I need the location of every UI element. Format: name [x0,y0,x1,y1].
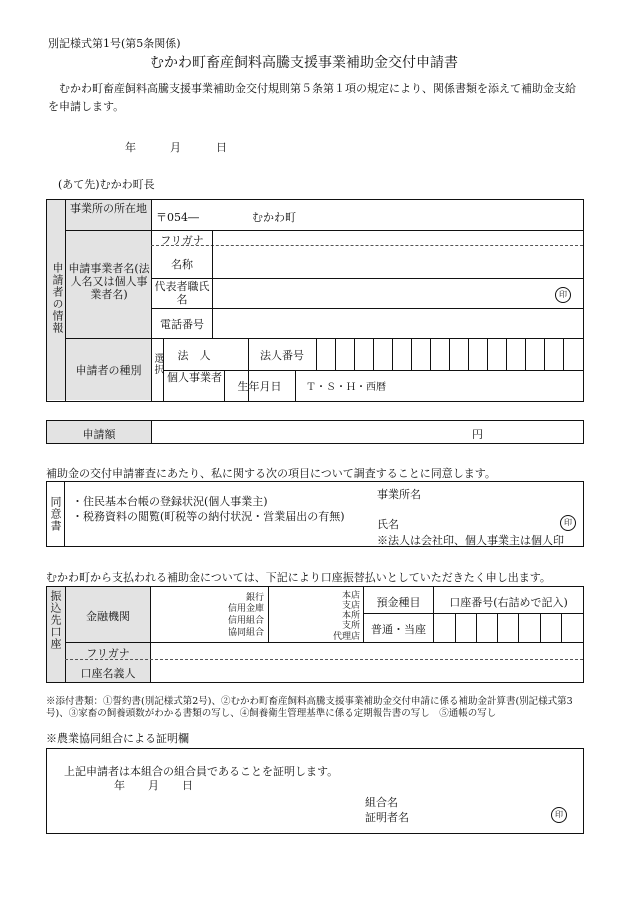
date-year: 年 [125,141,136,154]
cooperative-heading: ※農業協同組合による証明欄 [46,732,189,745]
seal-note: ※法人は会社印、個人事業主は個人印 [377,534,564,547]
birthdate-label: 生年月日 [237,380,282,393]
select-label: 選択 [152,353,163,375]
branch-type: 代理店 [332,632,360,642]
date-day: 日 [216,141,227,154]
branch-type: 支所 [341,621,360,631]
certifier-label: 証明者名 [365,811,409,824]
cooperative-statement: 上記申請者は本組合の組合員であることを証明します。 [64,765,339,778]
business-name-label: 申請事業者名(法人名又は個人事業者名) [68,262,150,301]
bank-furigana-label: フリガナ [86,647,130,660]
postal-code[interactable]: 〒054― [156,211,199,224]
bank-statement: むかわ町から支払われる補助金については、下記により口座振替払いとしていただきたく申し出ます。 [46,571,551,584]
consent-item: ・住民基本台帳の登録状況(個人事業主) [72,495,268,508]
institution-type: 信用組合 [227,616,264,626]
branch-type: 本店 [341,591,360,601]
amount-unit: 円 [472,428,483,441]
consent-item: ・税務資料の閲覧(町税等の納付状況・営業届出の有無) [72,510,345,523]
coop-date-year: 年 [114,779,125,792]
bank-section-label: 振込先口座 [49,590,62,650]
phone-label: 電話番号 [160,318,204,331]
institution-type: 信用金庫 [227,604,264,614]
office-name-label: 事業所名 [377,488,421,501]
applicant-seal-mark: 印 [555,287,571,303]
page-title: むかわ町畜産飼料高騰支援事業補助金交付申請書 [150,55,458,71]
coop-name-label: 組合名 [365,796,398,809]
consent-statement: 補助金の交付申請審査にあたり、私に関する次の項目について調査することに同意します。 [46,467,496,480]
intro-text: むかわ町畜産飼料高騰支援事業補助金交付規則第５条第１項の規定により、関係書類を添えて補助金支給を申請します。 [48,82,576,113]
account-number-label: 口座番号(右詰めで記入) [449,596,568,609]
institution-type: 協同組合 [227,628,264,638]
branch-type: 本所 [341,611,360,621]
consent-name-label: 氏名 [377,518,399,531]
account-holder-label: 口座名義人 [80,667,136,680]
representative-label: 代表者職氏名 [154,280,210,306]
institution-type: 銀行 [245,593,264,603]
corporation-option[interactable]: 法 人 [177,349,211,362]
furigana-label: フリガナ [160,234,204,247]
date-month: 月 [170,141,181,154]
individual-option[interactable]: 個人事業者 [167,371,222,384]
form-number: 別記様式第1号(第5条関係) [48,37,181,50]
office-location-label: 事業所の所在地 [70,202,147,215]
coop-date-month: 月 [148,779,159,792]
applicant-type-label: 申請者の種別 [75,364,142,377]
consent-label: 同意書 [49,496,62,532]
town-name: むかわ町 [252,211,296,224]
consent-seal-mark: 印 [560,515,576,531]
coop-seal-mark: 印 [551,807,567,823]
corporate-number-label: 法人番号 [260,349,304,362]
deposit-options[interactable]: 普通・当座 [371,623,426,636]
institution-label: 金融機関 [86,610,130,623]
applicant-section-label: 申請者の情報 [51,262,64,334]
addressee: (あて先)むかわ町長 [58,178,155,191]
deposit-type-label: 預金種目 [376,596,421,609]
attachments-note: ※添付書類：①誓約書(別記様式第2号)、②むかわ町畜産飼料高騰支援事業補助金交付申請に係る補助金計算書(別記様式第3号)、③家畜の飼養頭数がわかる書類の写し、④飼養衛生管理基準に係る定期報告書の写し ⑤通帳の写し [46,696,573,719]
cooperative-box [46,748,584,834]
amount-label: 申請額 [82,428,116,441]
name-label: 名称 [171,258,193,271]
branch-type: 支店 [341,601,360,611]
coop-date-day: 日 [182,779,193,792]
era-options[interactable]: Ｔ・Ｓ・Ｈ・西暦 [306,382,386,393]
